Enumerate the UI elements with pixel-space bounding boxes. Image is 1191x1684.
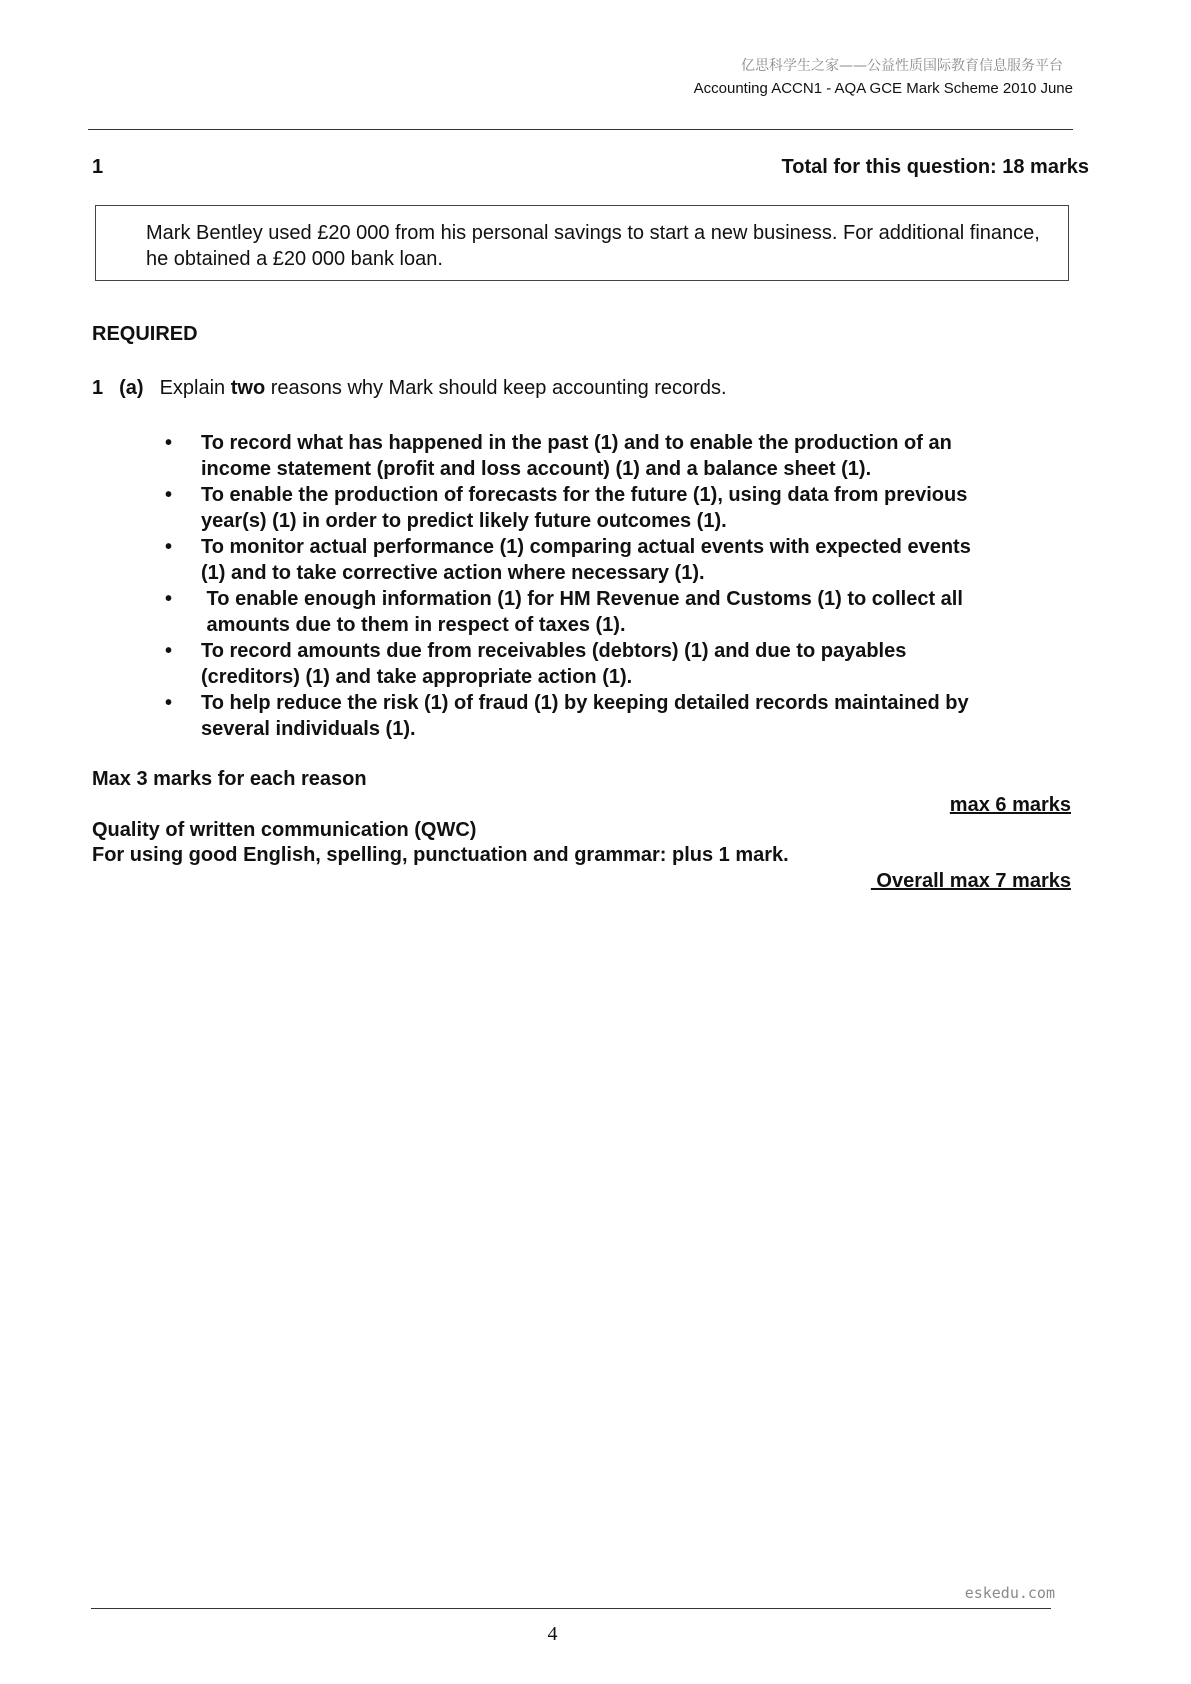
bullet-icon: •	[165, 588, 173, 610]
max-6-marks: max 6 marks	[949, 794, 1071, 816]
part-text-after: reasons why Mark should keep accounting records.	[265, 377, 727, 399]
bullet-line: (creditors) (1) and take appropriate action (1).	[201, 666, 633, 688]
max-marks-each-reason: Max 3 marks for each reason	[92, 768, 367, 790]
footer-site-watermark: eskedu.com	[964, 1584, 1055, 1602]
bullet-icon: •	[165, 536, 173, 558]
list-item	[163, 690, 1063, 742]
watermark-chinese: 亿思科学生之家——公益性质国际教育信息服务平台	[741, 58, 1063, 74]
bullet-line: To monitor actual performance (1) comparing actual events with expected events	[201, 536, 971, 558]
list-item	[163, 482, 1063, 534]
list-item	[163, 638, 1063, 690]
bullet-line: To enable the production of forecasts for the future (1), using data from previous	[201, 484, 968, 506]
bullet-line: amounts due to them in respect of taxes (1).	[201, 614, 626, 636]
header-divider	[88, 129, 1073, 130]
bullet-icon: •	[165, 640, 173, 662]
bullet-line: year(s) (1) in order to predict likely future outcomes (1).	[201, 510, 727, 532]
bullet-line: To help reduce the risk (1) of fraud (1) by keeping detailed records maintained by	[201, 692, 969, 714]
list-item	[163, 534, 1063, 586]
qwc-text: For using good English, spelling, punctuation and grammar: plus 1 mark.	[92, 844, 789, 866]
bullet-icon: •	[165, 692, 173, 714]
bullet-icon: •	[165, 484, 173, 506]
part-number: 1	[92, 377, 104, 399]
bullet-icon: •	[165, 432, 173, 454]
bullet-line: (1) and to take corrective action where necessary (1).	[201, 562, 705, 584]
page-number: 4	[547, 1623, 558, 1645]
list-item	[163, 430, 1063, 482]
footer-divider	[91, 1608, 1051, 1609]
part-label: (a)	[119, 377, 144, 399]
question-total-marks: Total for this question: 18 marks	[781, 156, 1089, 178]
header-title: Accounting ACCN1 - AQA GCE Mark Scheme 2010 June	[693, 80, 1073, 97]
part-text-before: Explain	[159, 377, 231, 399]
mark-scheme-bullets	[163, 430, 1063, 742]
bullet-line: To record amounts due from receivables (debtors) (1) and due to payables	[201, 640, 907, 662]
question-part-a	[92, 377, 727, 400]
part-text-bold: two	[230, 377, 266, 399]
list-item	[163, 586, 1063, 638]
scenario-box	[95, 205, 1069, 281]
bullet-line: several individuals (1).	[201, 718, 416, 740]
overall-max-marks: Overall max 7 marks	[870, 870, 1071, 892]
required-heading: REQUIRED	[92, 323, 198, 345]
bullet-line: income statement (profit and loss account) (1) and a balance sheet (1).	[201, 458, 872, 480]
bullet-line: To enable enough information (1) for HM Revenue and Customs (1) to collect all	[201, 588, 963, 610]
qwc-heading: Quality of written communication (QWC)	[92, 819, 477, 841]
scenario-text: Mark Bentley used £20 000 from his personal savings to start a new business. For additional finance, he obtained a £20 000 bank loan.	[146, 222, 1040, 270]
bullet-line: To record what has happened in the past (1) and to enable the production of an	[201, 432, 952, 454]
question-number: 1	[92, 156, 104, 178]
